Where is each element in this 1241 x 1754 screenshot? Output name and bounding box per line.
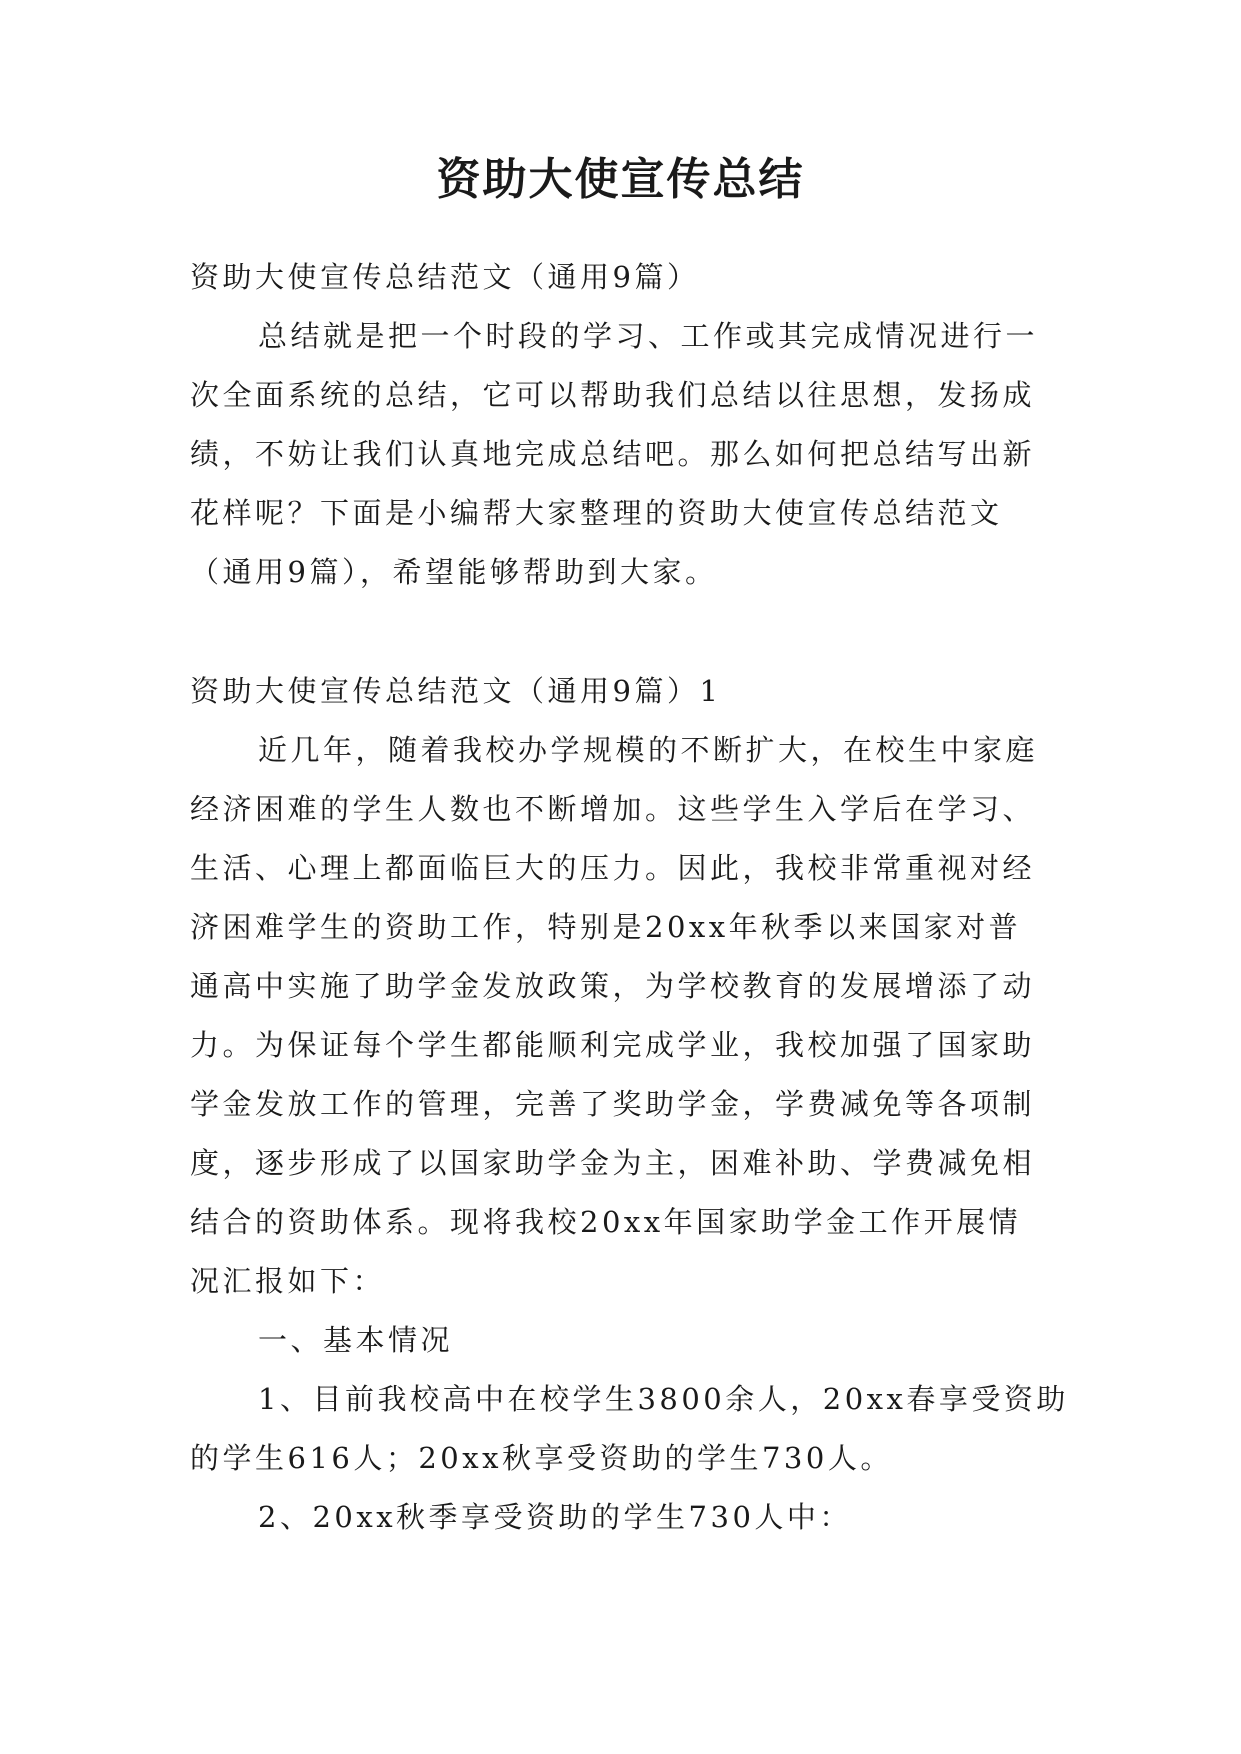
subsection-heading: 一、基本情况 — [258, 1323, 454, 1357]
intro-line-5: （通用9篇），希望能够帮助到大家。 — [190, 555, 718, 589]
item-1-line-1: 1、目前我校高中在校学生3800余人，20xx春享受资助 — [258, 1382, 1069, 1416]
item-2-line-1: 2、20xx秋季享受资助的学生730人中： — [258, 1500, 852, 1534]
paragraph-line-2: 经济困难的学生人数也不断增加。这些学生入学后在学习、 — [190, 792, 1036, 826]
paragraph-line-8: 度，逐步形成了以国家助学金为主，困难补助、学费减免相 — [190, 1146, 1036, 1180]
subtitle-line: 资助大使宣传总结范文（通用9篇） — [190, 260, 700, 294]
document-title: 资助大使宣传总结 — [436, 154, 805, 205]
intro-line-1: 总结就是把一个时段的学习、工作或其完成情况进行一 — [258, 319, 1039, 353]
paragraph-line-10: 况汇报如下： — [190, 1264, 386, 1298]
paragraph-line-3: 生活、心理上都面临巨大的压力。因此，我校非常重视对经 — [190, 851, 1036, 885]
paragraph-line-6: 力。为保证每个学生都能顺利完成学业，我校加强了国家助 — [190, 1028, 1036, 1062]
intro-line-4: 花样呢？下面是小编帮大家整理的资助大使宣传总结范文 — [190, 496, 1003, 530]
paragraph-line-9: 结合的资助体系。现将我校20xx年国家助学金工作开展情 — [190, 1205, 1022, 1239]
paragraph-line-5: 通高中实施了助学金发放政策，为学校教育的发展增添了动 — [190, 969, 1036, 1003]
paragraph-line-7: 学金发放工作的管理，完善了奖助学金，学费减免等各项制 — [190, 1087, 1036, 1121]
intro-line-3: 绩，不妨让我们认真地完成总结吧。那么如何把总结写出新 — [190, 437, 1036, 471]
paragraph-line-1: 近几年，随着我校办学规模的不断扩大，在校生中家庭 — [258, 733, 1039, 767]
paragraph-line-4: 济困难学生的资助工作，特别是20xx年秋季以来国家对普 — [190, 910, 1022, 944]
intro-line-2: 次全面系统的总结，它可以帮助我们总结以往思想，发扬成 — [190, 378, 1036, 412]
item-1-line-2: 的学生616人；20xx秋享受资助的学生730人。 — [190, 1441, 893, 1475]
section-heading-1: 资助大使宣传总结范文（通用9篇）1 — [190, 674, 722, 708]
